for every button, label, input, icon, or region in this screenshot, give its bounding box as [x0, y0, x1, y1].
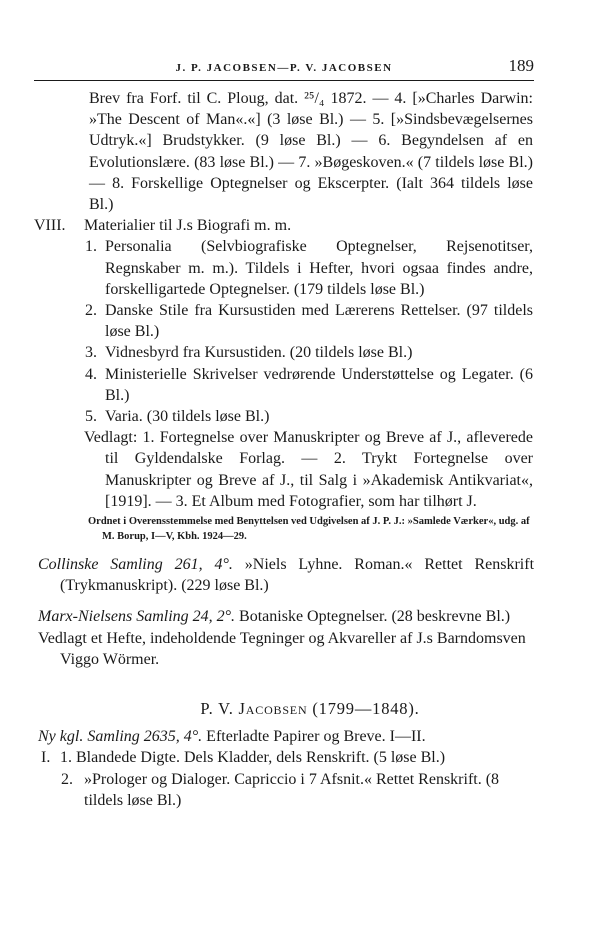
item-number: 2.: [61, 770, 73, 788]
section-title: Materialier til J.s Biografi m. m.: [84, 217, 292, 235]
collection-name: Marx-Nielsens Samling 24, 2°.: [38, 608, 236, 626]
item-text: Danske Stile fra Kursustiden med Lærerens Rettelser. (97 tildels løse Bl.): [105, 302, 533, 341]
collection-name: Collinske Samling 261, 4°.: [38, 556, 233, 574]
collection-text: Efterladte Papirer og Breve. I—II.: [206, 728, 426, 746]
item-number: 2.: [85, 302, 97, 320]
item-number: 1.: [60, 749, 72, 767]
nykgl-entry: [0, 726, 534, 747]
vedlagt-text: Vedlagt et Hefte, indeholdende Tegninger og Akvareller af J.s Barndomsven Viggo Wörmer.: [38, 629, 526, 668]
list-item: [0, 406, 533, 427]
list-item: [0, 769, 534, 811]
list-item: [0, 342, 533, 363]
list-item: [0, 236, 533, 300]
page-header: [34, 52, 534, 74]
ordering-note: Ordnet i Overensstemmelse med Benyttelsen ved Udgivelsen af J. P. J.: »Samlede Værker«, udg. af M. Borup, I—V, Kbh. 1924—29.: [88, 516, 530, 543]
item-text: Personalia (Selvbiografiske Optegnelser, Rejsenotitser, Regnskaber m. m.). Tildels i Hefter, hvori ogsaa findes andre, forskelligartede Optegnelser. (179 tildels løse Bl.): [105, 238, 533, 298]
collection-name: Ny kgl. Samling 2635, 4°.: [38, 728, 203, 746]
item-number: 1.: [85, 238, 97, 256]
marx-nielsens-vedlagt: [0, 628, 534, 670]
heading-initials: P. V. J: [200, 699, 246, 719]
vedlagt-paragraph: Vedlagt: 1. Fortegnelse over Manuskripter og Breve af J., afleverede til Gyldendalske Forlag. — 2. Trykt Fortegnelse over Manuskripter og Breve af J., til Salg i »Akademisk Antikvariat«, [1919]. — 3. Et Album med Fotografier, som har tilhørt J.: [84, 429, 533, 510]
heading-name: acobsen: [245, 699, 308, 719]
section-viii-title: [0, 215, 533, 236]
item-text: Blandede Digte. Dels Kladder, dels Renskrift. (5 løse Bl.): [76, 749, 446, 767]
list-item: [0, 747, 534, 768]
collection-text: Botaniske Optegnelser. (28 beskrevne Bl.): [239, 608, 511, 626]
item-number: 3.: [85, 344, 97, 362]
collinske-entry: [0, 554, 534, 596]
section-number: I.: [41, 749, 51, 767]
item-text: »Prologer og Dialoger. Capriccio i 7 Afsnit.« Rettet Renskrift. (8 tildels løse Bl.): [84, 770, 500, 809]
list-item: [0, 364, 533, 406]
item-text: Varia. (30 tildels løse Bl.): [105, 408, 270, 426]
opening-paragraph: Brev fra Forf. til C. Ploug, dat. ²⁵/₄ 1872. — 4. [»Charles Darwin: »The Descent of Man«.«] (3 løse Bl.) — 5. [»Sindsbevægelsernes Udtryk.«] Brudstykker. (9 løse Bl.) — 6. Begyndelsen af en Evolutionslære. (83 løse Bl.) — 7. »Bøgeskoven.« (7 tildels løse Bl.) — 8. Forskellige Optegnelser og Ekscerpter. (Ialt 364 tildels løse Bl.): [89, 90, 533, 214]
section-number: VIII.: [34, 217, 66, 235]
item-number: 4.: [85, 365, 97, 383]
item-number: 5.: [85, 408, 97, 426]
heading-dates: (1799—1848).: [312, 699, 420, 719]
list-item: [0, 300, 533, 342]
page-number: 189: [508, 56, 534, 75]
collection-text: »Niels Lyhne. Roman.« Rettet Renskrift (Trykmanuskript). (229 løse Bl.): [60, 556, 535, 595]
item-text: Vidnesbyrd fra Kursustiden. (20 tildels løse Bl.): [105, 344, 413, 362]
running-head: J. P. JACOBSEN—P. V. JACOBSEN: [175, 62, 393, 74]
header-rule: [34, 80, 534, 81]
marx-nielsens-entry: [0, 606, 534, 627]
item-text: Ministerielle Skrivelser vedrørende Understøttelse og Legater. (6 Bl.): [105, 365, 533, 404]
page-body: [0, 88, 600, 811]
section-heading: [0, 698, 600, 719]
